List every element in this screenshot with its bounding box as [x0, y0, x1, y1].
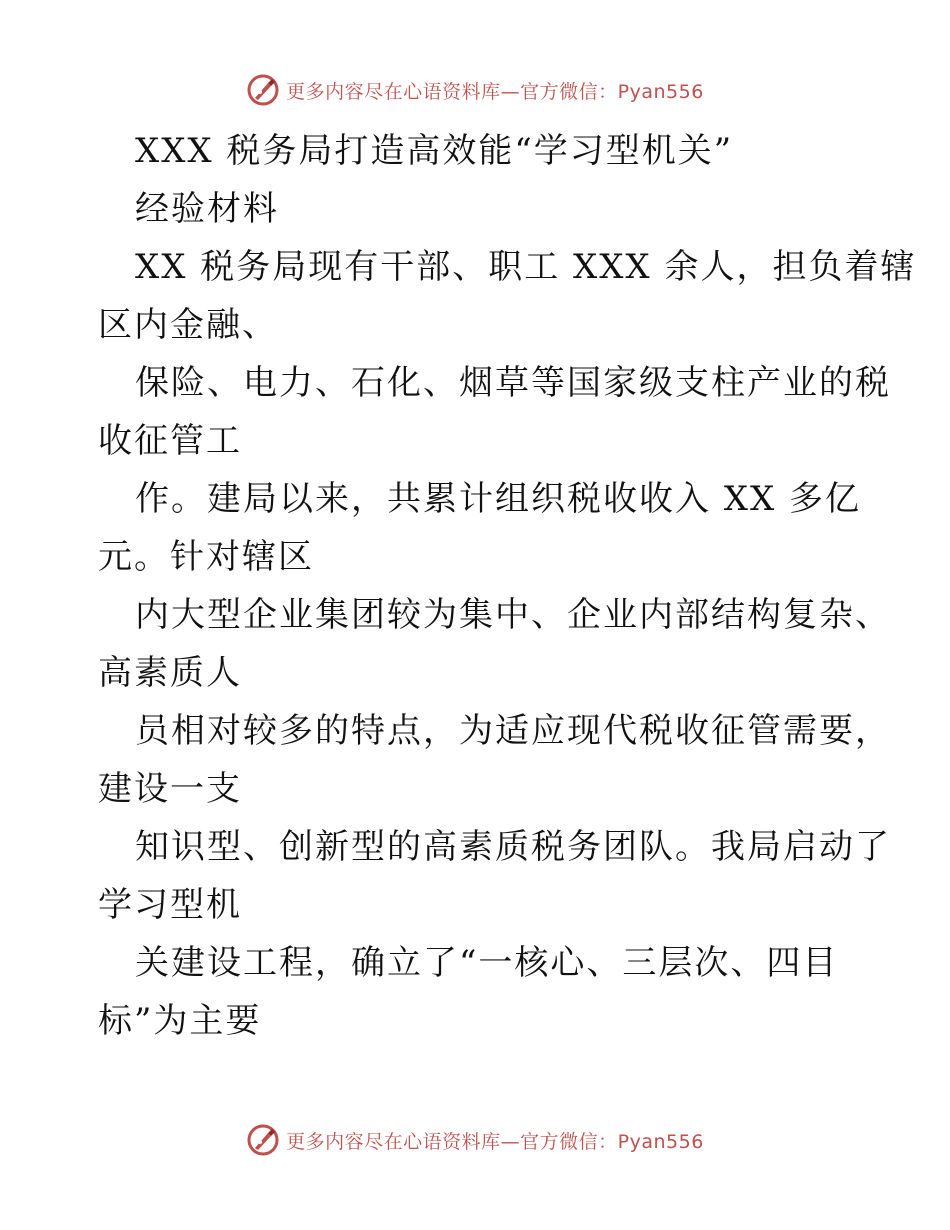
- document-line: 收征管工: [98, 421, 242, 461]
- document-line: 关建设工程，确立了“一核心、三层次、四目: [135, 943, 839, 983]
- document-line: 员相对较多的特点，为适应现代税收征管需要，: [135, 711, 891, 751]
- footer-watermark: [0, 1120, 950, 1160]
- pen-circle-logo-icon: [246, 1123, 280, 1157]
- document-line: 元。针对辖区: [98, 537, 314, 577]
- watermark-title: 更多内容尽在心语资料库: [286, 80, 501, 103]
- watermark-text: [286, 77, 704, 104]
- watermark-group: [246, 1123, 704, 1157]
- document-line: 知识型、创新型的高素质税务团队。我局启动了: [135, 827, 891, 867]
- document-line: 建设一支: [98, 769, 242, 809]
- document-line: XX 税务局现有干部、职工 XXX 余人，担负着辖: [135, 247, 917, 287]
- watermark-title: 更多内容尽在心语资料库: [286, 1130, 501, 1153]
- watermark-dash: —: [500, 1130, 521, 1153]
- watermark-dash: —: [500, 80, 521, 103]
- watermark-group: [246, 73, 704, 107]
- document-line: 高素质人: [98, 653, 242, 693]
- document-line: XXX 税务局打造高效能“学习型机关”: [135, 131, 734, 171]
- document-line: 保险、电力、石化、烟草等国家级支柱产业的税: [135, 363, 891, 403]
- watermark-contact: 官方微信：Pyan556: [520, 1130, 704, 1153]
- pen-circle-logo-icon: [246, 73, 280, 107]
- document-line: 区内金融、: [98, 305, 278, 345]
- watermark-contact: 官方微信：Pyan556: [520, 80, 704, 103]
- header-watermark: [0, 70, 950, 110]
- document-line: 内大型企业集团较为集中、企业内部结构复杂、: [135, 595, 891, 635]
- document-line: 学习型机: [98, 885, 242, 925]
- document-line: 经验材料: [135, 189, 279, 229]
- watermark-text: [286, 1127, 704, 1154]
- document-line: 作。建局以来，共累计组织税收收入 XX 多亿: [135, 479, 862, 519]
- document-line: 标”为主要: [98, 1001, 262, 1041]
